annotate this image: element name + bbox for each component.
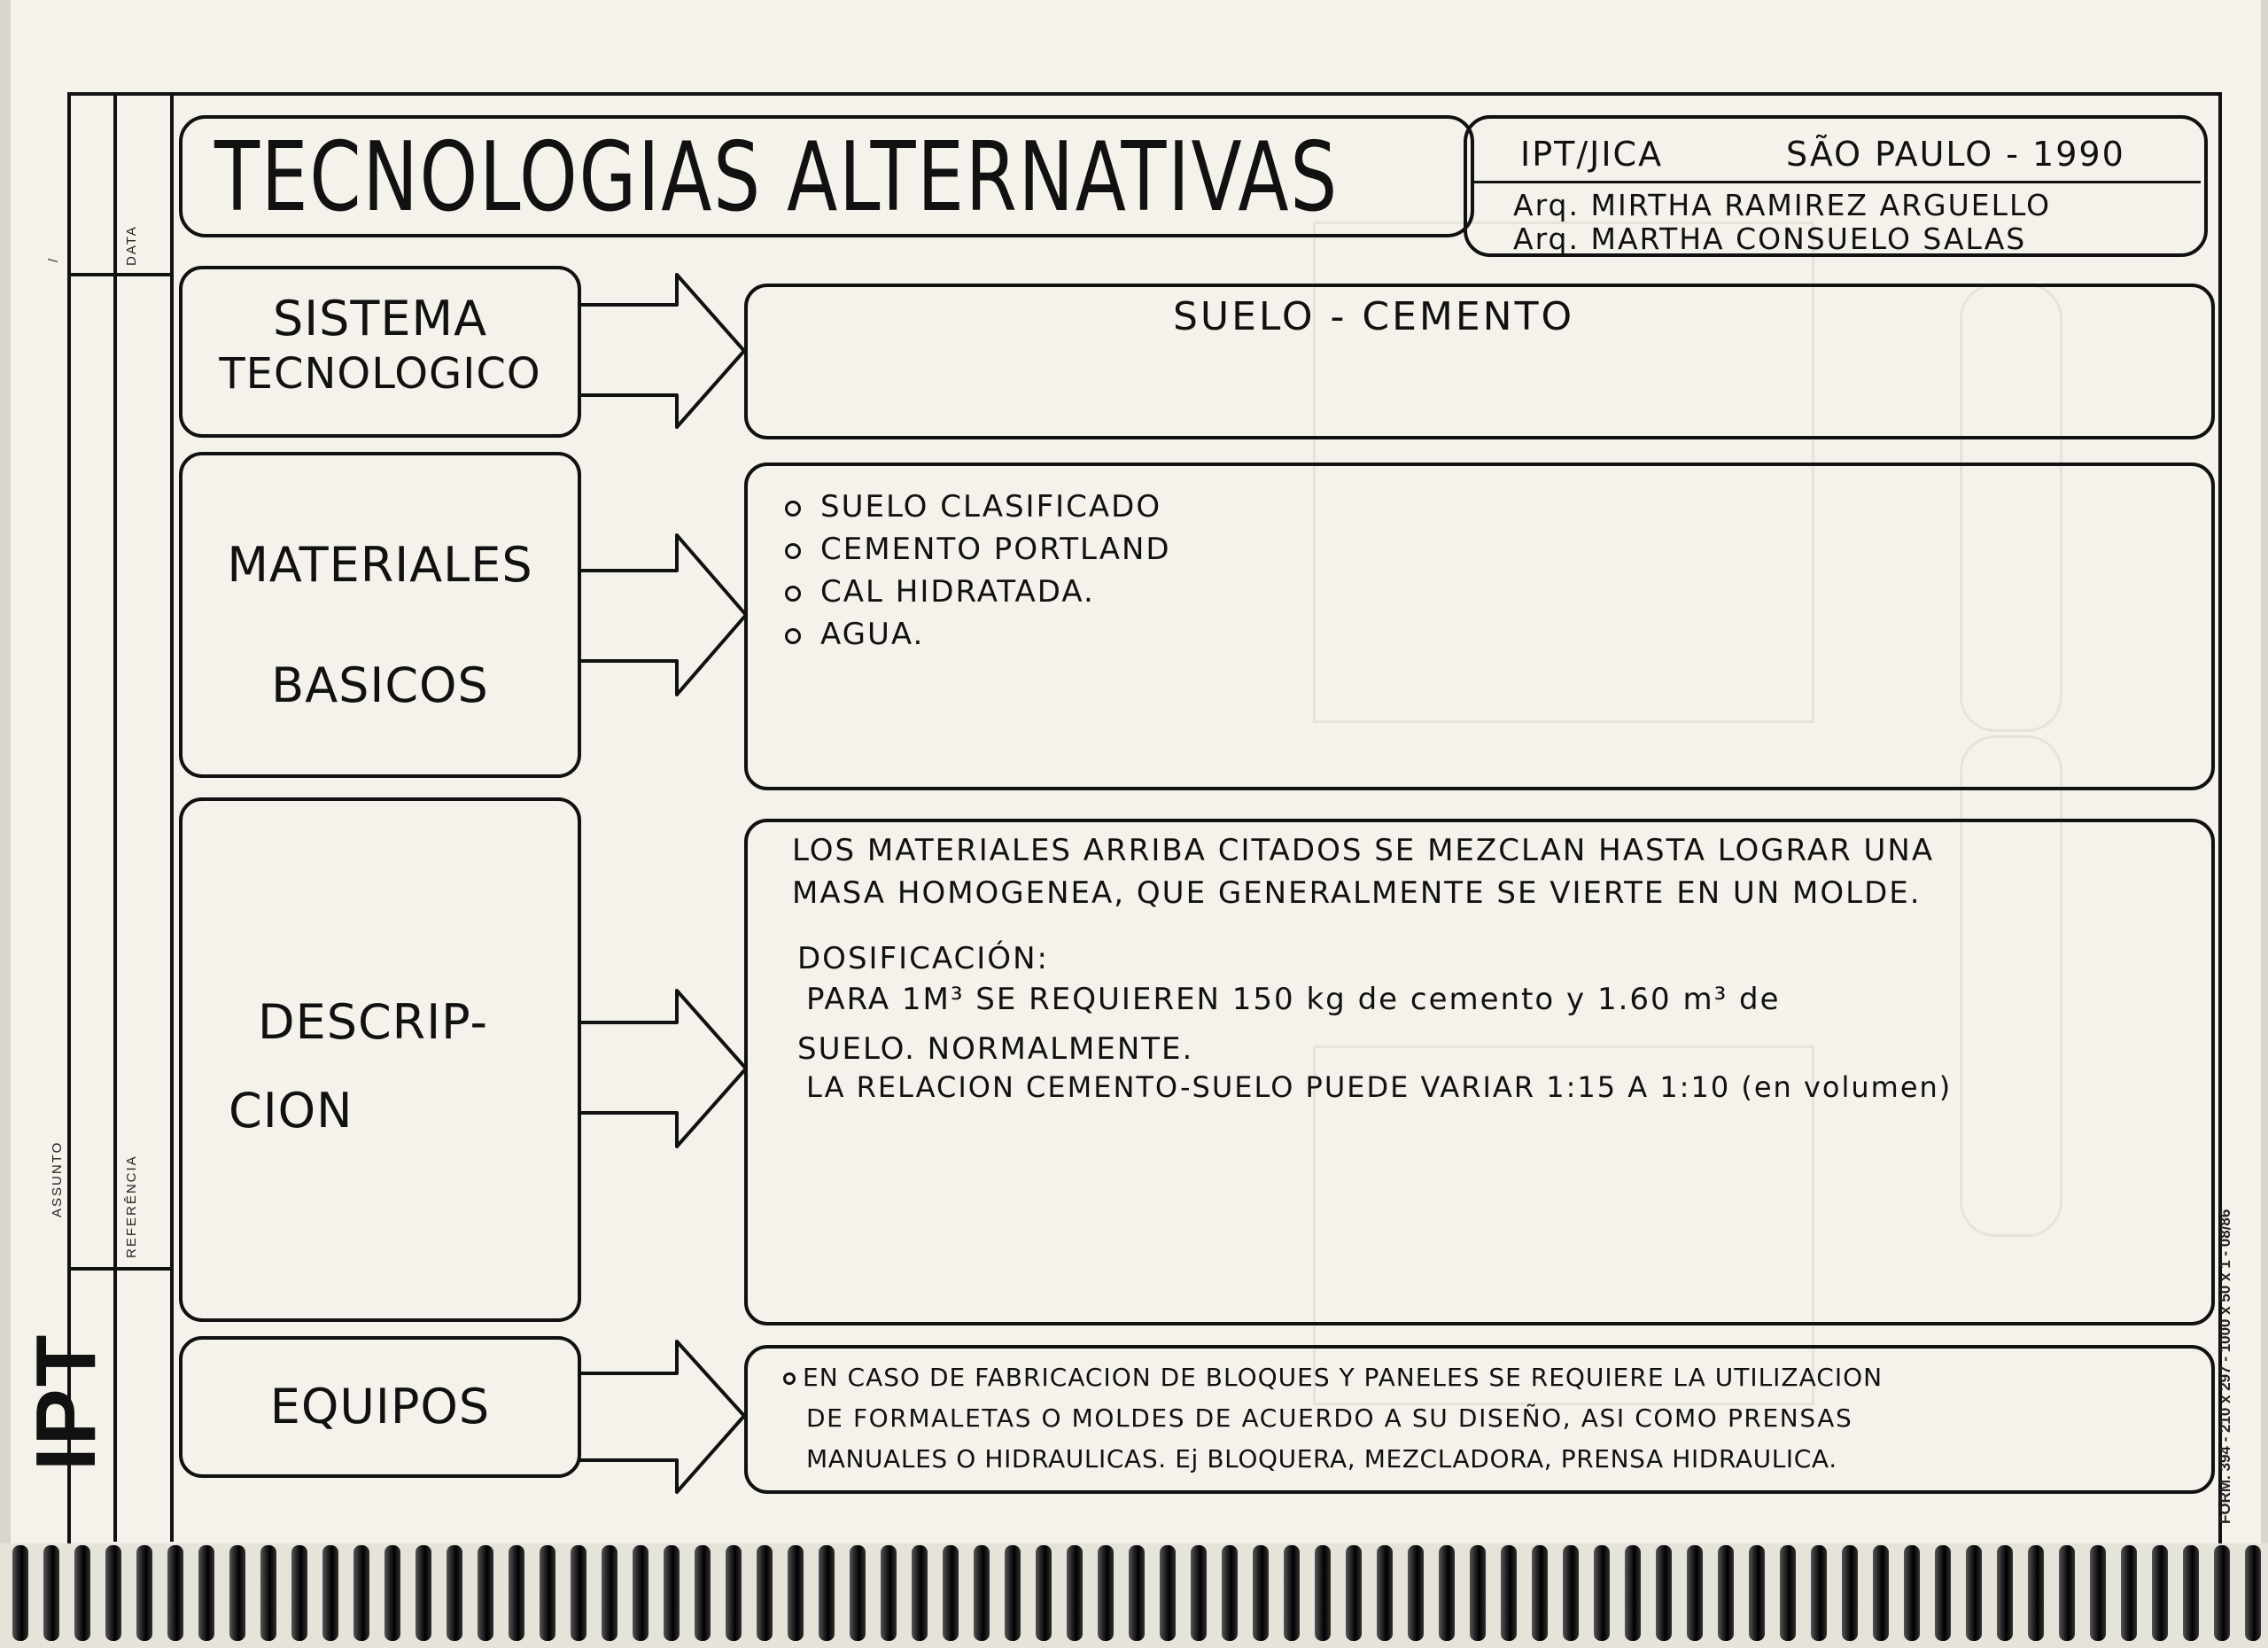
spiral-coil: [447, 1545, 462, 1641]
spiral-coil: [819, 1545, 835, 1641]
descripcion-label-line2: CION: [229, 1083, 353, 1139]
spiral-coil: [1036, 1545, 1052, 1641]
spiral-coil: [198, 1545, 214, 1641]
spiral-coil: [602, 1545, 617, 1641]
spiral-coil: [1625, 1545, 1641, 1641]
spiral-coil: [260, 1545, 276, 1641]
bullet-icon: [785, 501, 801, 517]
equipos-arrow-icon: [578, 1329, 755, 1506]
spiral-coil: [571, 1545, 586, 1641]
spiral-coil: [1346, 1545, 1362, 1641]
form-strip-outer: [67, 92, 117, 1542]
author-1: Arq. MIRTHA RAMIREZ ARGUELLO: [1513, 188, 2052, 222]
equipos-content-box: [744, 1345, 2215, 1494]
spiral-coil: [974, 1545, 990, 1641]
spiral-coil: [1997, 1545, 2013, 1641]
equipos-label-box: [179, 1336, 581, 1478]
spiral-coil: [1222, 1545, 1238, 1641]
spiral-coil: [881, 1545, 897, 1641]
spiral-coil: [726, 1545, 742, 1641]
spiral-coil: [1563, 1545, 1579, 1641]
spiral-coil: [2090, 1545, 2106, 1641]
spiral-coil: [74, 1545, 90, 1641]
ipt-logo: IPT: [19, 1333, 113, 1471]
referencia-label: REFERÊNCIA: [124, 1154, 139, 1258]
spiral-coil: [1253, 1545, 1269, 1641]
data-label: DATA: [124, 225, 139, 266]
sistema-label-box: [179, 266, 581, 438]
credits-divider: [1474, 181, 2201, 183]
descripcion-line: DOSIFICACIÓN:: [797, 941, 1049, 976]
notebook-page: [11, 0, 2261, 1559]
spiral-coil: [1904, 1545, 1920, 1641]
equipos-line: MANUALES O HIDRAULICAS. Ej BLOQUERA, MEZCLADORA, PRENSA HIDRAULICA.: [806, 1444, 1837, 1473]
spiral-coil: [136, 1545, 152, 1641]
spiral-coil: [540, 1545, 555, 1641]
materiales-label-box: [179, 452, 581, 778]
spiral-coil: [1005, 1545, 1021, 1641]
spiral-coil: [416, 1545, 431, 1641]
place-year: SÃO PAULO - 1990: [1786, 135, 2125, 174]
spiral-coil: [943, 1545, 959, 1641]
materiales-label-line1: MATERIALES: [227, 537, 533, 593]
spiral-coil: [1501, 1545, 1517, 1641]
form-code: FORM. 394 - 210 x 297 - 1000 x 50 x 1 - 08/86: [2217, 1209, 2233, 1524]
spiral-coil: [664, 1545, 680, 1641]
form-strip-inner: [113, 92, 174, 1542]
bullet-icon: [785, 628, 801, 644]
bullet-icon: [785, 543, 801, 559]
spiral-coil: [1873, 1545, 1889, 1641]
spiral-coil: [1470, 1545, 1486, 1641]
page-title: TECNOLOGIAS ALTERNATIVAS: [214, 122, 1340, 233]
spiral-coil: [322, 1545, 338, 1641]
sistema-content-box: [744, 284, 2215, 439]
spiral-coil: [1067, 1545, 1083, 1641]
spiral-coil: [1966, 1545, 1982, 1641]
spiral-coil: [105, 1545, 121, 1641]
spiral-coil: [1780, 1545, 1796, 1641]
spiral-coil: [2152, 1545, 2168, 1641]
descripcion-line: LA RELACION CEMENTO-SUELO PUEDE VARIAR 1:15 A 1:10 (en volumen): [806, 1070, 1953, 1104]
spiral-coil: [2059, 1545, 2075, 1641]
descripcion-label-box: [179, 797, 581, 1322]
spiral-coil: [12, 1545, 28, 1641]
spiral-coil: [1408, 1545, 1424, 1641]
author-2: Arq. MARTHA CONSUELO SALAS: [1513, 222, 2027, 256]
equipos-label: EQUIPOS: [269, 1379, 491, 1434]
spiral-coil: [2028, 1545, 2044, 1641]
materiales-content-box: [744, 463, 2215, 790]
spiral-coil: [1935, 1545, 1951, 1641]
spiral-coil: [384, 1545, 400, 1641]
spiral-coil: [291, 1545, 307, 1641]
spiral-coil: [633, 1545, 649, 1641]
bullet-icon: [783, 1372, 796, 1385]
spiral-coil: [509, 1545, 524, 1641]
spiral-coil: [353, 1545, 369, 1641]
spiral-coil: [1377, 1545, 1393, 1641]
spiral-coil: [229, 1545, 245, 1641]
equipos-line: EN CASO DE FABRICACION DE BLOQUES Y PANELES SE REQUIERE LA UTILIZACION: [783, 1363, 1883, 1392]
materiales-label-line2: BASICOS: [271, 657, 489, 713]
descripcion-content-box: [744, 819, 2215, 1325]
spiral-coil: [2214, 1545, 2230, 1641]
spiral-coil: [1315, 1545, 1331, 1641]
spiral-coil: [1284, 1545, 1300, 1641]
title-box: [179, 115, 1474, 237]
descripcion-label-line1: DESCRIP-: [258, 994, 488, 1050]
descripcion-line: LOS MATERIALES ARRIBA CITADOS SE MEZCLAN HASTA LOGRAR UNA: [792, 833, 1935, 868]
credits-box: [1464, 115, 2208, 257]
spiral-coil: [1687, 1545, 1703, 1641]
spiral-coil: [850, 1545, 866, 1641]
spiral-coil: [1098, 1545, 1114, 1641]
spiral-coil: [695, 1545, 711, 1641]
sistema-arrow-icon: [578, 262, 755, 439]
spiral-coil: [1532, 1545, 1548, 1641]
date-label: /: [46, 256, 61, 262]
descripcion-arrow-icon: [578, 978, 755, 1161]
spiral-coil: [1749, 1545, 1765, 1641]
spiral-coil: [1842, 1545, 1858, 1641]
material-item: AGUA.: [785, 617, 924, 652]
spiral-coil: [1811, 1545, 1827, 1641]
spiral-coil: [1656, 1545, 1672, 1641]
spiral-coil: [1129, 1545, 1145, 1641]
spiral-coil: [1718, 1545, 1734, 1641]
bullet-icon: [785, 586, 801, 602]
equipos-line: DE FORMALETAS O MOLDES DE ACUERDO A SU DISEÑO, ASI COMO PRENSAS: [806, 1403, 1853, 1433]
spiral-coil: [43, 1545, 59, 1641]
spiral-coil: [788, 1545, 804, 1641]
spiral-coil: [1160, 1545, 1176, 1641]
material-item: CAL HIDRATADA.: [785, 574, 1095, 610]
spiral-coil: [2245, 1545, 2261, 1641]
strip-divider-mid: [67, 1267, 170, 1271]
materiales-arrow-icon: [578, 523, 755, 709]
spiral-coil: [912, 1545, 928, 1641]
assunto-label: ASSUNTO: [50, 1140, 65, 1217]
spiral-coil: [1191, 1545, 1207, 1641]
sistema-content: SUELO - CEMENTO: [1173, 294, 1575, 339]
strip-divider-top: [67, 273, 170, 276]
spiral-coil: [478, 1545, 493, 1641]
spiral-coil: [757, 1545, 773, 1641]
descripcion-line: SUELO. NORMALMENTE.: [797, 1031, 1194, 1067]
spiral-coil: [1594, 1545, 1610, 1641]
institution: IPT/JICA: [1520, 135, 1664, 174]
spiral-coil: [2183, 1545, 2199, 1641]
sistema-label-line1: SISTEMA: [272, 291, 488, 346]
descripcion-line: PARA 1M³ SE REQUIEREN 150 kg de cemento y 1.60 m³ de: [806, 982, 1781, 1017]
material-item: CEMENTO PORTLAND: [785, 532, 1171, 567]
spiral-coil: [1439, 1545, 1455, 1641]
material-item: SUELO CLASIFICADO: [785, 489, 1161, 525]
descripcion-line: MASA HOMOGENEA, QUE GENERALMENTE SE VIERTE EN UN MOLDE.: [792, 875, 1922, 911]
sistema-label-line2: TECNOLOGICO: [219, 349, 541, 399]
spiral-coil: [167, 1545, 183, 1641]
spiral-coil: [2121, 1545, 2137, 1641]
